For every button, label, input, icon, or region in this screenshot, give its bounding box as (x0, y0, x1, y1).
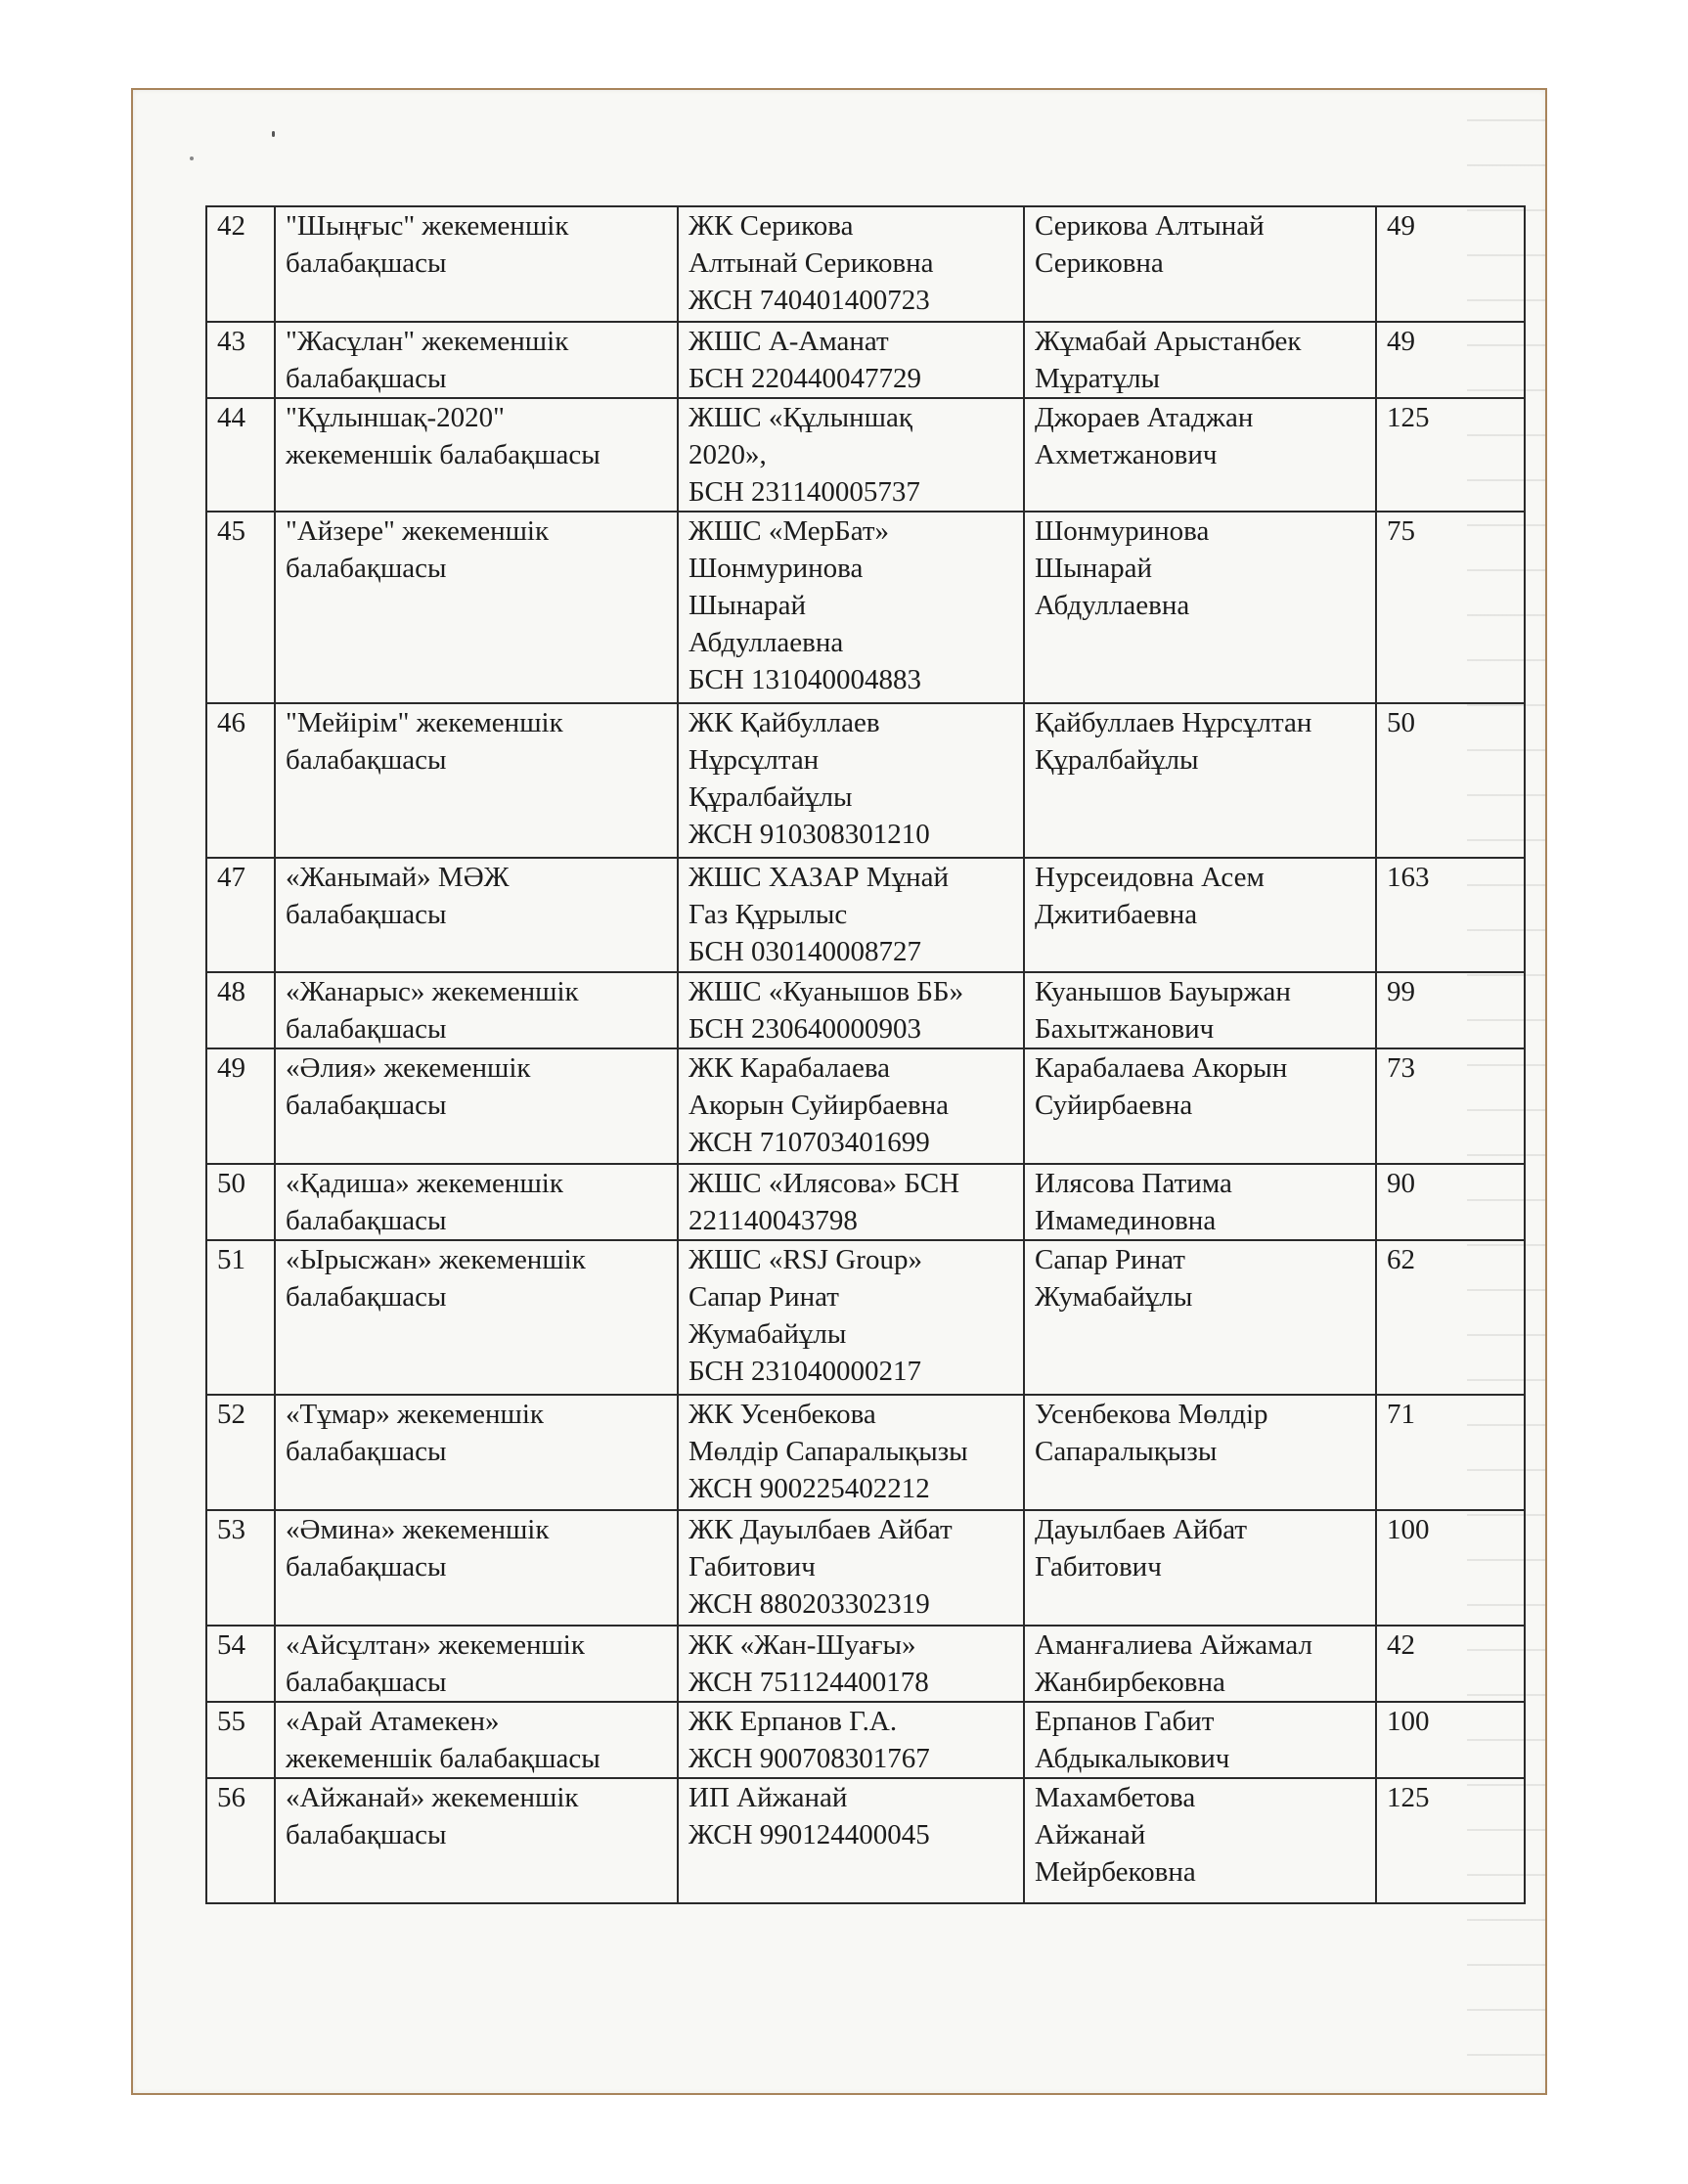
kindergarten-name-line: «Жанарыс» жекеменшік (286, 976, 579, 1007)
director-name (1024, 703, 1376, 858)
kindergarten-name-line: балабақшасы (286, 1281, 447, 1313)
director-name (1024, 206, 1376, 322)
legal-entity-line: ЖШС «Құлыншақ (689, 402, 912, 433)
capacity: 50 (1376, 703, 1525, 858)
legal-entity-line: Абдуллаевна (689, 627, 844, 658)
legal-entity-line: ЖСН 900708301767 (689, 1743, 930, 1774)
table-row (206, 322, 1525, 398)
legal-entity-line: БСН 231140005737 (689, 476, 920, 508)
row-number: 56 (206, 1778, 275, 1903)
row-number: 47 (206, 858, 275, 972)
capacity: 49 (1376, 322, 1525, 398)
director-name-line: Қайбуллаев Нұрсұлтан (1035, 707, 1312, 738)
director-name-line: Махамбетова (1035, 1782, 1196, 1813)
kindergarten-name (275, 512, 678, 703)
legal-entity (678, 398, 1024, 512)
table-row (206, 858, 1525, 972)
director-name-line: Карабалаева Акорын (1035, 1052, 1288, 1084)
director-name (1024, 1164, 1376, 1240)
row-number: 50 (206, 1164, 275, 1240)
legal-entity-line: Газ Құрылыс (689, 899, 848, 930)
table-row (206, 398, 1525, 512)
director-name-line: Мейрбековна (1035, 1856, 1196, 1888)
director-name-line: Мұратұлы (1035, 363, 1161, 394)
kindergarten-name-line: «Арай Атамекен» (286, 1706, 500, 1737)
legal-entity-line: БСН 231040000217 (689, 1356, 921, 1387)
director-name-line: Ахметжанович (1035, 439, 1218, 470)
legal-entity-line: 2020», (689, 439, 767, 470)
table-row (206, 1240, 1525, 1395)
kindergarten-name (275, 1164, 678, 1240)
kindergarten-name-line: "Жасұлан" жекеменшік (286, 326, 569, 357)
kindergarten-name-line: «Ырысжан» жекеменшік (286, 1244, 586, 1275)
director-name-line: Абдыкалыкович (1035, 1743, 1230, 1774)
kindergarten-name-line: жекеменшік балабақшасы (286, 1743, 600, 1774)
director-name-line: Жұмабай Арыстанбек (1035, 326, 1302, 357)
legal-entity-line: ЖК Серикова (689, 210, 854, 242)
legal-entity (678, 858, 1024, 972)
table-row (206, 703, 1525, 858)
row-number: 53 (206, 1510, 275, 1626)
capacity: 99 (1376, 972, 1525, 1048)
director-name-line: Аманғалиева Айжамал (1035, 1629, 1312, 1661)
legal-entity-line: БСН 030140008727 (689, 936, 921, 967)
legal-entity-line: Шынарай (689, 590, 807, 621)
director-name-line: Сапар Ринат (1035, 1244, 1185, 1275)
row-number: 54 (206, 1626, 275, 1702)
row-number: 52 (206, 1395, 275, 1510)
director-name (1024, 858, 1376, 972)
row-number: 48 (206, 972, 275, 1048)
kindergarten-name (275, 1240, 678, 1395)
legal-entity-line: Акорын Суйирбаевна (689, 1090, 950, 1121)
legal-entity-line: Шонмуринова (689, 553, 864, 584)
capacity: 100 (1376, 1510, 1525, 1626)
kindergarten-name-line: балабақшасы (286, 553, 447, 584)
legal-entity-line: ЖК Дауылбаев Айбат (689, 1514, 953, 1545)
row-number: 49 (206, 1048, 275, 1164)
legal-entity-line: ЖСН 910308301210 (689, 819, 930, 850)
legal-entity-line: ЖСН 710703401699 (689, 1127, 930, 1158)
director-name-line: Габитович (1035, 1551, 1162, 1582)
row-number: 43 (206, 322, 275, 398)
kindergarten-name-line: балабақшасы (286, 1090, 447, 1121)
legal-entity-line: ЖШС «RSJ Group» (689, 1244, 922, 1275)
director-name-line: Шонмуринова (1035, 515, 1210, 547)
legal-entity-line: ЖШС А-Аманат (689, 326, 889, 357)
legal-entity-line: БСН 131040004883 (689, 664, 921, 695)
capacity: 125 (1376, 398, 1525, 512)
legal-entity-line: ИП Айжанай (689, 1782, 848, 1813)
row-number: 42 (206, 206, 275, 322)
kindergarten-name (275, 206, 678, 322)
legal-entity-line: БСН 220440047729 (689, 363, 921, 394)
director-name-line: Айжанай (1035, 1819, 1146, 1850)
legal-entity (678, 1395, 1024, 1510)
kindergarten-name-line: балабақшасы (286, 1205, 447, 1236)
kindergarten-name-line: «Жанымай» МӘЖ (286, 862, 510, 893)
capacity: 71 (1376, 1395, 1525, 1510)
capacity: 62 (1376, 1240, 1525, 1395)
director-name (1024, 1240, 1376, 1395)
director-name (1024, 398, 1376, 512)
director-name-line: Усенбекова Мөлдір (1035, 1399, 1268, 1430)
legal-entity-line: ЖШС «Куанышов ББ» (689, 976, 964, 1007)
kindergarten-name-line: «Тұмар» жекеменшік (286, 1399, 544, 1430)
kindergarten-name-line: балабақшасы (286, 744, 447, 776)
legal-entity-line: ЖК Қайбуллаев (689, 707, 880, 738)
kindergarten-name (275, 1510, 678, 1626)
table-row (206, 1164, 1525, 1240)
kindergarten-name-line: балабақшасы (286, 363, 447, 394)
director-name-line: Серикова Алтынай (1035, 210, 1265, 242)
kindergarten-name (275, 1048, 678, 1164)
kindergarten-name (275, 972, 678, 1048)
director-name-line: Илясова Патима (1035, 1168, 1232, 1199)
director-name (1024, 1702, 1376, 1778)
legal-entity-line: ЖШС ХАЗАР Мұнай (689, 862, 950, 893)
table-row (206, 1778, 1525, 1903)
table-row (206, 972, 1525, 1048)
kindergarten-name-line: балабақшасы (286, 1819, 447, 1850)
table-row (206, 1048, 1525, 1164)
legal-entity (678, 1626, 1024, 1702)
row-number: 51 (206, 1240, 275, 1395)
kindergarten-name-line: "Құлыншақ-2020" (286, 402, 505, 433)
legal-entity-line: Мөлдір Сапаралықызы (689, 1436, 968, 1467)
legal-entity (678, 322, 1024, 398)
legal-entity (678, 1164, 1024, 1240)
director-name (1024, 322, 1376, 398)
director-name (1024, 1048, 1376, 1164)
legal-entity-line: ЖК Усенбекова (689, 1399, 876, 1430)
legal-entity-line: ЖСН 990124400045 (689, 1819, 930, 1850)
kindergarten-name-line: «Айжанай» жекеменшік (286, 1782, 579, 1813)
legal-entity-line: ЖСН 880203302319 (689, 1588, 930, 1620)
capacity: 49 (1376, 206, 1525, 322)
table-row (206, 206, 1525, 322)
kindergarten-name-line: "Мейірім" жекеменшік (286, 707, 563, 738)
capacity: 42 (1376, 1626, 1525, 1702)
dust-speck (272, 131, 275, 137)
legal-entity-line: Габитович (689, 1551, 816, 1582)
legal-entity-line: ЖШС «МерБат» (689, 515, 890, 547)
legal-entity (678, 1048, 1024, 1164)
legal-entity-line: БСН 230640000903 (689, 1013, 921, 1045)
kindergarten-name-line: балабақшасы (286, 1551, 447, 1582)
kindergarten-name (275, 322, 678, 398)
kindergarten-name-line: «Айсұлтан» жекеменшік (286, 1629, 585, 1661)
legal-entity-line: Алтынай Сериковна (689, 247, 934, 279)
kindergarten-name (275, 1778, 678, 1903)
table-row (206, 1395, 1525, 1510)
kindergarten-name (275, 858, 678, 972)
legal-entity-line: Сапар Ринат (689, 1281, 839, 1313)
director-name-line: Джораев Атаджан (1035, 402, 1254, 433)
kindergarten-register-table (205, 205, 1526, 1904)
director-name-line: Шынарай (1035, 553, 1153, 584)
legal-entity (678, 1778, 1024, 1903)
table-row (206, 1626, 1525, 1702)
row-number: 44 (206, 398, 275, 512)
legal-entity-line: Құралбайұлы (689, 781, 853, 813)
table-body (206, 206, 1525, 1903)
table-row (206, 512, 1525, 703)
kindergarten-name-line: «Әмина» жекеменшік (286, 1514, 550, 1545)
kindergarten-name-line: "Шыңғыс" жекеменшік (286, 210, 569, 242)
legal-entity-line: ЖСН 900225402212 (689, 1473, 930, 1504)
legal-entity-line: 221140043798 (689, 1205, 858, 1236)
row-number: 55 (206, 1702, 275, 1778)
kindergarten-name-line: «Қадиша» жекеменшік (286, 1168, 563, 1199)
kindergarten-name (275, 703, 678, 858)
legal-entity-line: ЖСН 740401400723 (689, 285, 930, 316)
legal-entity-line: ЖК Ерпанов Г.А. (689, 1706, 898, 1737)
kindergarten-name-line: балабақшасы (286, 1013, 447, 1045)
capacity: 90 (1376, 1164, 1525, 1240)
director-name-line: Құралбайұлы (1035, 744, 1199, 776)
legal-entity (678, 972, 1024, 1048)
director-name-line: Ерпанов Габит (1035, 1706, 1215, 1737)
legal-entity-line: Нұрсұлтан (689, 744, 820, 776)
table-row (206, 1702, 1525, 1778)
director-name-line: Куанышов Бауыржан (1035, 976, 1291, 1007)
director-name-line: Жанбирбековна (1035, 1667, 1225, 1698)
director-name (1024, 512, 1376, 703)
kindergarten-name-line: балабақшасы (286, 1667, 447, 1698)
row-number: 46 (206, 703, 275, 858)
capacity: 163 (1376, 858, 1525, 972)
director-name (1024, 972, 1376, 1048)
legal-entity (678, 1510, 1024, 1626)
kindergarten-name-line: балабақшасы (286, 1436, 447, 1467)
director-name-line: Бахытжанович (1035, 1013, 1215, 1045)
legal-entity-line: ЖК Карабалаева (689, 1052, 891, 1084)
capacity: 73 (1376, 1048, 1525, 1164)
director-name-line: Суйирбаевна (1035, 1090, 1193, 1121)
capacity: 100 (1376, 1702, 1525, 1778)
legal-entity (678, 1240, 1024, 1395)
table-row (206, 1510, 1525, 1626)
kindergarten-name-line: балабақшасы (286, 899, 447, 930)
legal-entity (678, 206, 1024, 322)
kindergarten-name-line: балабақшасы (286, 247, 447, 279)
director-name-line: Дауылбаев Айбат (1035, 1514, 1248, 1545)
director-name-line: Жумабайұлы (1035, 1281, 1193, 1313)
legal-entity-line: ЖСН 751124400178 (689, 1667, 929, 1698)
capacity: 75 (1376, 512, 1525, 703)
kindergarten-name-line: «Әлия» жекеменшік (286, 1052, 531, 1084)
legal-entity-line: ЖК «Жан-Шуағы» (689, 1629, 916, 1661)
row-number: 45 (206, 512, 275, 703)
director-name-line: Сериковна (1035, 247, 1164, 279)
legal-entity (678, 512, 1024, 703)
director-name-line: Абдуллаевна (1035, 590, 1190, 621)
kindergarten-name (275, 1395, 678, 1510)
legal-entity-line: Жумабайұлы (689, 1318, 847, 1350)
kindergarten-name-line: "Айзере" жекеменшік (286, 515, 550, 547)
director-name (1024, 1778, 1376, 1903)
capacity: 125 (1376, 1778, 1525, 1903)
director-name (1024, 1395, 1376, 1510)
legal-entity-line: ЖШС «Илясова» БСН (689, 1168, 960, 1199)
director-name-line: Сапаралықызы (1035, 1436, 1218, 1467)
director-name (1024, 1626, 1376, 1702)
director-name (1024, 1510, 1376, 1626)
director-name-line: Имамединовна (1035, 1205, 1217, 1236)
kindergarten-name (275, 1702, 678, 1778)
dust-speck (190, 156, 194, 160)
legal-entity (678, 1702, 1024, 1778)
legal-entity (678, 703, 1024, 858)
kindergarten-name (275, 1626, 678, 1702)
kindergarten-name-line: жекеменшік балабақшасы (286, 439, 600, 470)
director-name-line: Нурсеидовна Асем (1035, 862, 1265, 893)
director-name-line: Джитибаевна (1035, 899, 1198, 930)
kindergarten-name (275, 398, 678, 512)
